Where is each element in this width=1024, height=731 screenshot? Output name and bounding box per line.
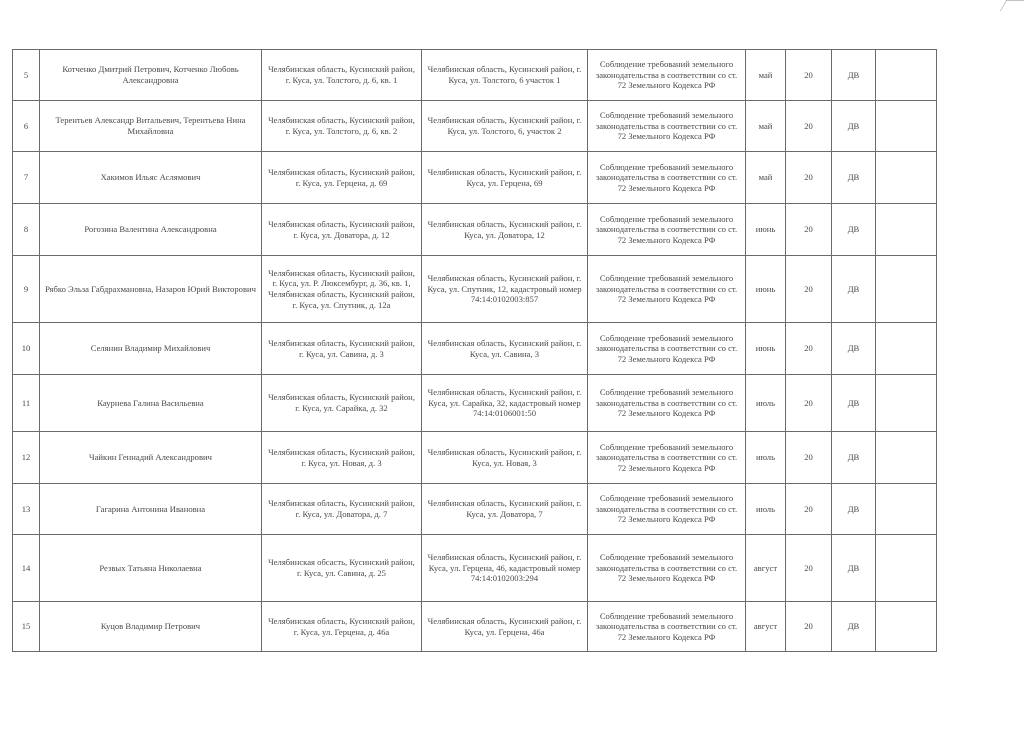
person-name: Котченко Дмитрий Петрович, Котченко Любовь Александровна xyxy=(40,50,262,101)
inspection-month: июнь xyxy=(746,256,786,323)
object-address: Челябинская область, Кусинский район, г. Куса, ул. Сарайка, 32, кадастровый номер 74:14:0106001:50 xyxy=(422,375,588,432)
inspection-month: июнь xyxy=(746,204,786,256)
inspection-month: июль xyxy=(746,375,786,432)
object-address: Челябинская область, Кусинский район, г. Куса, ул. Спутник, 12, кадастровый номер 74:14:0102003:857 xyxy=(422,256,588,323)
notes-cell xyxy=(876,432,937,484)
row-number: 8 xyxy=(13,204,40,256)
row-number: 14 xyxy=(13,535,40,602)
inspection-form: ДВ xyxy=(832,50,876,101)
table-row xyxy=(13,152,937,204)
inspection-hours: 20 xyxy=(786,101,832,152)
inspection-subject: Соблюдение требований земельного законодательства в соответствии со ст. 72 Земельного Кодекса РФ xyxy=(588,484,746,535)
object-address: Челябинская область, Кусинский район, г. Куса, ул. Герцена, 69 xyxy=(422,152,588,204)
person-name: Каурнева Галина Васильевна xyxy=(40,375,262,432)
owner-address: Челябинская область, Кусинский район, г. Куса, ул. Новая, д. 3 xyxy=(262,432,422,484)
inspection-month: август xyxy=(746,535,786,602)
person-name: Рогозина Валентина Александровна xyxy=(40,204,262,256)
object-address: Челябинская область, Кусинский район, г. Куса, ул. Савина, 3 xyxy=(422,323,588,375)
inspection-month: май xyxy=(746,101,786,152)
person-name: Куцов Владимир Петрович xyxy=(40,602,262,652)
inspection-hours: 20 xyxy=(786,484,832,535)
notes-cell xyxy=(876,204,937,256)
inspection-month: май xyxy=(746,152,786,204)
object-address: Челябинская область, Кусинский район, г. Куса, ул. Герцена, 46а xyxy=(422,602,588,652)
row-number: 13 xyxy=(13,484,40,535)
owner-address: Челябинская область, Кусинский район, г. Куса, ул. Герцена, д. 69 xyxy=(262,152,422,204)
owner-address: Челябинская область, Кусинский район, г. Куса, ул. Савина, д. 3 xyxy=(262,323,422,375)
person-name: Гагарина Антонина Ивановна xyxy=(40,484,262,535)
notes-cell xyxy=(876,484,937,535)
table-row xyxy=(13,323,937,375)
owner-address: Челябинская область, Кусинский район, г. Куса, ул. Доватора, д. 12 xyxy=(262,204,422,256)
inspection-month: июль xyxy=(746,432,786,484)
row-number: 11 xyxy=(13,375,40,432)
owner-address: Челябинская область, Кусинский район, г. Куса, ул. Толстого, д. 6, кв. 2 xyxy=(262,101,422,152)
inspection-form: ДВ xyxy=(832,375,876,432)
row-number: 10 xyxy=(13,323,40,375)
inspection-subject: Соблюдение требований земельного законодательства в соответствии со ст. 72 Земельного Кодекса РФ xyxy=(588,535,746,602)
table-row xyxy=(13,432,937,484)
inspection-month: июль xyxy=(746,484,786,535)
row-number: 7 xyxy=(13,152,40,204)
inspection-form: ДВ xyxy=(832,602,876,652)
inspection-subject: Соблюдение требований земельного законодательства в соответствии со ст. 72 Земельного Кодекса РФ xyxy=(588,50,746,101)
row-number: 15 xyxy=(13,602,40,652)
table-row xyxy=(13,204,937,256)
inspection-hours: 20 xyxy=(786,432,832,484)
inspection-subject: Соблюдение требований земельного законодательства в соответствии со ст. 72 Земельного Кодекса РФ xyxy=(588,375,746,432)
inspection-month: август xyxy=(746,602,786,652)
table-row xyxy=(13,375,937,432)
notes-cell xyxy=(876,152,937,204)
notes-cell xyxy=(876,256,937,323)
object-address: Челябинская область, Кусинский район, г. Куса, ул. Новая, 3 xyxy=(422,432,588,484)
notes-cell xyxy=(876,101,937,152)
inspection-month: июнь xyxy=(746,323,786,375)
table-row xyxy=(13,101,937,152)
object-address: Челябинская область, Кусинский район, г. Куса, ул. Толстого, 6, участок 2 xyxy=(422,101,588,152)
inspection-subject: Соблюдение требований земельного законодательства в соответствии со ст. 72 Земельного Кодекса РФ xyxy=(588,256,746,323)
inspection-hours: 20 xyxy=(786,50,832,101)
notes-cell xyxy=(876,375,937,432)
owner-address: Челябинская область, Кусинский район, г. Куса, ул. Р. Люксембург, д. 36, кв. 1, Челябинская область, Кусинский район, г. Куса, ул. Спутник, д. 12а xyxy=(262,256,422,323)
inspection-form: ДВ xyxy=(832,484,876,535)
person-name: Рябко Эльза Габдрахмановна, Назаров Юрий Викторович xyxy=(40,256,262,323)
inspection-form: ДВ xyxy=(832,101,876,152)
inspection-plan-table xyxy=(12,49,937,652)
notes-cell xyxy=(876,50,937,101)
row-number: 12 xyxy=(13,432,40,484)
table-row xyxy=(13,535,937,602)
inspection-hours: 20 xyxy=(786,204,832,256)
person-name: Чайкин Геннадий Александрович xyxy=(40,432,262,484)
notes-cell xyxy=(876,602,937,652)
inspection-subject: Соблюдение требований земельного законодательства в соответствии со ст. 72 Земельного Кодекса РФ xyxy=(588,323,746,375)
inspection-subject: Соблюдение требований земельного законодательства в соответствии со ст. 72 Земельного Кодекса РФ xyxy=(588,602,746,652)
scan-corner-mark xyxy=(1000,0,1024,11)
inspection-hours: 20 xyxy=(786,256,832,323)
inspection-hours: 20 xyxy=(786,602,832,652)
inspection-form: ДВ xyxy=(832,152,876,204)
inspection-month: май xyxy=(746,50,786,101)
object-address: Челябинская область, Кусинский район, г. Куса, ул. Толстого, 6 участок 1 xyxy=(422,50,588,101)
notes-cell xyxy=(876,535,937,602)
object-address: Челябинская область, Кусинский район, г. Куса, ул. Доватора, 7 xyxy=(422,484,588,535)
owner-address: Челябинская обсасть, Кусинский район, г. Куса, ул. Савина, д. 25 xyxy=(262,535,422,602)
table-body xyxy=(13,50,937,652)
owner-address: Челябинская область, Кусинский район, г. Куса, ул. Герцена, д. 46а xyxy=(262,602,422,652)
person-name: Резвых Татьяна Николаевна xyxy=(40,535,262,602)
inspection-form: ДВ xyxy=(832,535,876,602)
inspection-form: ДВ xyxy=(832,256,876,323)
inspection-form: ДВ xyxy=(832,432,876,484)
object-address: Челябинская область, Кусинский район, г. Куса, ул. Доватора, 12 xyxy=(422,204,588,256)
table-row xyxy=(13,484,937,535)
inspection-hours: 20 xyxy=(786,535,832,602)
inspection-hours: 20 xyxy=(786,152,832,204)
owner-address: Челябинская область, Кусинский район, г. Куса, ул. Доватора, д. 7 xyxy=(262,484,422,535)
inspection-hours: 20 xyxy=(786,375,832,432)
inspection-subject: Соблюдение требований земельного законодательства в соответствии со ст. 72 Земельного Кодекса РФ xyxy=(588,432,746,484)
person-name: Терентьев Александр Витальевич, Терентьева Нина Михайловна xyxy=(40,101,262,152)
table-row xyxy=(13,602,937,652)
row-number: 5 xyxy=(13,50,40,101)
inspection-subject: Соблюдение требований земельного законодательства в соответствии со ст. 72 Земельного Кодекса РФ xyxy=(588,101,746,152)
object-address: Челябинская область, Кусинский район, г. Куса, ул. Герцена, 46, кадастровый номер 74:14:0102003:294 xyxy=(422,535,588,602)
inspection-subject: Соблюдение требований земельного законодательства в соответствии со ст. 72 Земельного Кодекса РФ xyxy=(588,204,746,256)
inspection-subject: Соблюдение требований земельного законодательства в соответствии со ст. 72 Земельного Кодекса РФ xyxy=(588,152,746,204)
inspection-hours: 20 xyxy=(786,323,832,375)
owner-address: Челябинская область, Кусинский район, г. Куса, ул. Сарайка, д. 32 xyxy=(262,375,422,432)
row-number: 6 xyxy=(13,101,40,152)
person-name: Селянин Владимир Михайлович xyxy=(40,323,262,375)
row-number: 9 xyxy=(13,256,40,323)
person-name: Хакимов Ильяс Аслямович xyxy=(40,152,262,204)
notes-cell xyxy=(876,323,937,375)
table-row xyxy=(13,50,937,101)
table-row xyxy=(13,256,937,323)
owner-address: Челябинская область, Кусинский район, г. Куса, ул. Толстого, д. 6, кв. 1 xyxy=(262,50,422,101)
inspection-form: ДВ xyxy=(832,323,876,375)
inspection-form: ДВ xyxy=(832,204,876,256)
